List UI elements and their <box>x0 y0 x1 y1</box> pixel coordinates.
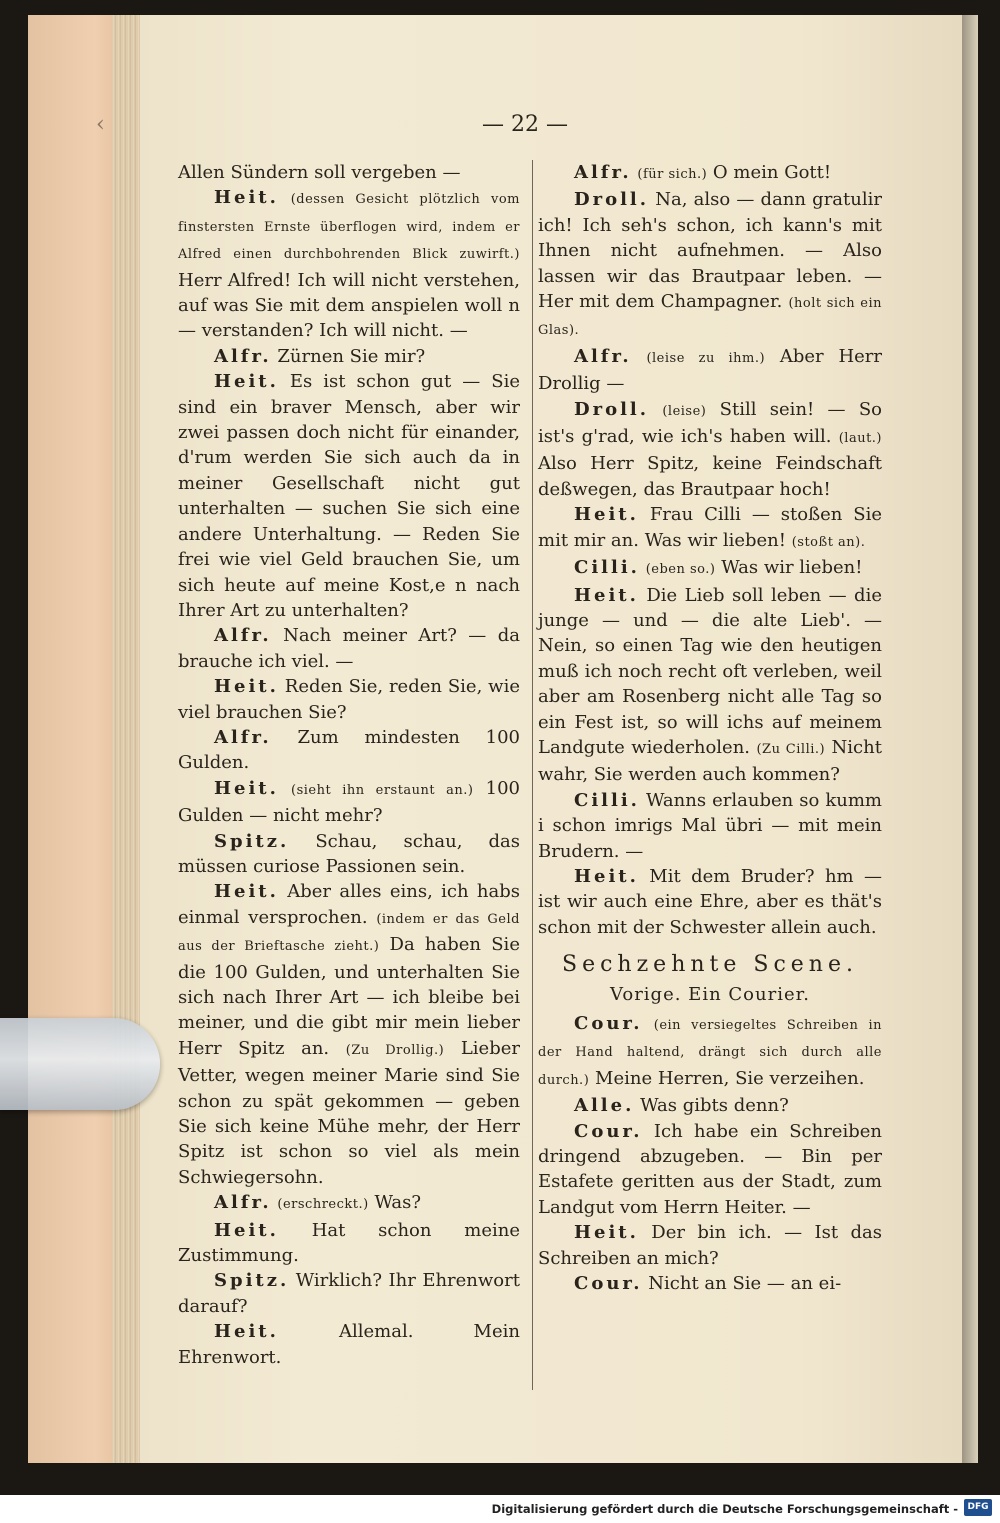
dialogue-text: Zürnen Sie mir? <box>277 345 426 367</box>
stage-direction: (leise zu ihm.) <box>646 350 766 366</box>
dialogue-text: Die Lieb soll leben — die junge — und — die alte Lieb'. — Nein, so einen Tag wie den heutigen muß ich noch recht oft verleben, weil aber am Rosenberg nicht alle Tag so ein Fest ist, so will ichs auf meinem Landgute wiederholen. <box>538 584 882 758</box>
dialogue-text: Aber Herr Drollig — <box>538 345 882 395</box>
dialogue-text: Aber alles eins, ich habs einmal versprochen. <box>178 881 520 928</box>
dialogue-text: Na, also — dann gratulir ich! Ich seh's schon, ich kann's mit Ihnen nicht aufnehmen. — Also lassen wir das Brautpaar leben. — Her mit dem Champagner. <box>538 189 882 313</box>
speaker-name: Cour. <box>574 1120 643 1142</box>
speaker-name: Heit. <box>574 584 639 606</box>
dialogue-paragraph <box>538 1119 882 1221</box>
dialogue-paragraph <box>178 369 520 623</box>
pencil-mark: ‹ <box>96 112 105 137</box>
speaker-name: Droll. <box>574 398 650 420</box>
speaker-name: Droll. <box>574 189 650 211</box>
stage-direction: (laut.) <box>838 431 882 447</box>
speaker-name: Heit. <box>214 1321 279 1343</box>
stage-direction: (dessen Gesicht plötzlich vom finstersten Ernste überflogen wird, indem er Alfred einen durchbohrenden Blick zuwirft.) <box>178 192 520 263</box>
stage-direction: (leise) <box>662 403 707 419</box>
dialogue-text: Lieber Vetter, wegen meiner Marie sind Sie schon zu spät gekommen — geben Sie sich keine Mühe mehr, der Herr Spitz ist schon so viel als mein Schwiegersohn. <box>178 1037 520 1188</box>
scene-heading: Sechzehnte Scene. <box>562 952 858 978</box>
dialogue-text: Nach meiner Art? — da brauche ich viel. — <box>178 625 520 672</box>
speaker-name: Spitz. <box>214 1270 290 1292</box>
speaker-name: Cilli. <box>574 557 640 579</box>
dialogue-paragraph <box>538 1093 882 1118</box>
speaker-name: Heit. <box>214 676 279 698</box>
dialogue-paragraph <box>538 187 882 343</box>
funding-credit: Digitalisierung gefördert durch die Deutsche Forschungsgemeinschaft - <box>491 1502 958 1516</box>
dialogue-paragraph <box>178 1218 520 1269</box>
stage-direction: (eben so.) <box>645 562 716 578</box>
stage-direction: (Zu Cilli.) <box>756 741 826 757</box>
speaker-name: Heit. <box>214 881 279 903</box>
dialogue-text: Herr Alfred! Ich will nicht verstehen, auf was Sie mit dem anspielen woll n — verstanden? Ich will nicht. — <box>178 269 520 342</box>
dialogue-paragraph <box>538 397 882 503</box>
speaker-name: Cour. <box>574 1273 643 1295</box>
speaker-name: Alfr. <box>574 162 632 183</box>
dialogue-paragraph <box>178 829 520 880</box>
dialogue-text: Mit dem Bruder? hm — ist wir auch eine Ehre, aber es thät's schon mit der Schwester allein auch. <box>538 865 882 938</box>
dfg-logo: DFG <box>964 1499 992 1516</box>
stage-direction: (ein versiegeltes Schreiben in der Hand haltend, drängt sich durch alle durch.) <box>538 1018 882 1088</box>
dialogue-paragraph <box>178 160 520 185</box>
dialogue-text: Ich habe ein Schreiben dringend abzugeben. — Bin per Estafete geritten aus der Stadt, zum Landgut vom Herrn Heiter. — <box>538 1120 882 1218</box>
dialogue-paragraph <box>538 583 882 788</box>
speaker-name: Heit. <box>574 1222 639 1244</box>
column-divider <box>532 160 533 1390</box>
page-number: — 22 — <box>482 112 568 137</box>
dialogue-text: Frau Cilli — stoßen Sie mit mir an. Was wir lieben! <box>538 504 882 551</box>
dialogue-text: Hat schon meine Zustimmung. <box>178 1219 520 1267</box>
stage-direction: (erschreckt.) <box>277 1197 369 1213</box>
stage-direction: (indem er das Geld aus der Brieftasche zieht.) <box>178 911 520 955</box>
stage-direction: (stoßt an). <box>791 534 866 550</box>
speaker-name: Alfr. <box>574 345 632 367</box>
dialogue-text: Meine Herren, Sie verzeihen. <box>595 1067 865 1089</box>
dialogue-paragraph <box>538 1220 882 1271</box>
left-column <box>178 160 520 1370</box>
dialogue-paragraph <box>178 185 520 343</box>
speaker-name: Alle. <box>574 1095 635 1117</box>
dialogue-text: Schau, schau, das müssen curiose Passionen sein. <box>178 830 520 877</box>
scanner-finger <box>0 1018 160 1110</box>
dialogue-text: Da haben Sie die 100 Gulden, und unterhalten Sie sich nach Ihrer Art — ich bleibe bei meiner, und die gibt mir mein lieber Herr Spitz an. <box>178 934 520 1059</box>
scene-cast: Vorige. Ein Courier. <box>610 983 810 1005</box>
dialogue-paragraph <box>178 674 520 725</box>
dialogue-text: Der bin ich. — Ist das Schreiben an mich? <box>538 1222 882 1269</box>
speaker-name: Heit. <box>574 504 639 526</box>
dialogue-paragraph <box>178 725 520 776</box>
dialogue-paragraph <box>178 879 520 1190</box>
stage-direction: (Zu Drollig.) <box>345 1042 445 1058</box>
dialogue-text: Still sein! — So ist's g'rad, wie ich's haben will. <box>538 398 882 448</box>
dialogue-text: Was gibts denn? <box>640 1095 789 1117</box>
speaker-name: Alfr. <box>214 625 272 647</box>
speaker-name: Heit. <box>214 371 279 393</box>
dialogue-paragraph <box>538 555 882 582</box>
right-column <box>538 160 882 1296</box>
dialogue-text: Allemal. Mein Ehrenwort. <box>178 1321 520 1368</box>
speaker-name: Alfr. <box>214 345 272 367</box>
dialogue-paragraph <box>538 344 882 397</box>
speaker-name: Heit. <box>574 865 639 887</box>
speaker-name: Alfr. <box>214 1192 272 1214</box>
dialogue-paragraph <box>538 160 882 187</box>
dialogue-text: Reden Sie, reden Sie, wie viel brauchen Sie? <box>178 676 520 723</box>
speaker-name: Heit. <box>214 777 279 799</box>
stage-direction: (sieht ihn erstaunt an.) <box>291 782 474 798</box>
dialogue-paragraph <box>178 1190 520 1217</box>
dialogue-paragraph <box>178 1268 520 1319</box>
dialogue-paragraph <box>538 1271 882 1296</box>
dialogue-paragraph <box>178 1319 520 1370</box>
speaker-name: Alfr. <box>214 726 272 748</box>
dialogue-paragraph <box>538 502 882 555</box>
dialogue-text: Also Herr Spitz, keine Feindschaft deßwegen, das Brautpaar hoch! <box>538 453 882 500</box>
dialogue-text: Allen Sündern soll vergeben — <box>178 162 461 183</box>
dialogue-paragraph <box>538 1011 882 1093</box>
dialogue-text: Wanns erlauben so kumm i schon imrigs Mal übri — mit mein Brudern. — <box>538 789 882 862</box>
dialogue-paragraph <box>178 776 520 829</box>
stage-direction: (für sich.) <box>637 167 708 182</box>
dialogue-paragraph <box>178 623 520 674</box>
dialogue-paragraph <box>178 344 520 369</box>
dialogue-text: Nicht wahr, Sie werden auch kommen? <box>538 736 882 786</box>
speaker-name: Heit. <box>214 1219 279 1241</box>
dialogue-text: Was? <box>374 1192 421 1214</box>
speaker-name: Heit. <box>214 187 279 209</box>
speaker-name: Spitz. <box>214 830 290 852</box>
dialogue-paragraph <box>538 788 882 864</box>
speaker-name: Cour. <box>574 1013 643 1034</box>
book-gutter-right <box>962 15 978 1463</box>
dialogue-text: Zum mindesten 100 Gulden. <box>178 726 520 774</box>
dialogue-text: Was wir lieben! <box>721 557 863 579</box>
dialogue-text: Es ist schon gut — Sie sind ein braver Mensch, aber wir zwei passen doch nicht für einander, d'rum werden Sie sich auch da in meiner Gesellschaft nicht gut unterhalten — suchen Sie sich eine andere Unterhaltung. — Reden Sie frei wie viel Geld brauchen Sie, um sich heute auf meine Kost,e n nach Ihrer Art zu unterhalten? <box>178 371 520 621</box>
speaker-name: Cilli. <box>574 789 640 811</box>
dialogue-text: O mein Gott! <box>712 162 832 183</box>
footer-bar <box>0 1495 1000 1523</box>
dialogue-text: Nicht an Sie — an ei- <box>648 1273 842 1295</box>
dialogue-text: 100 Gulden — nicht mehr? <box>178 777 520 827</box>
dialogue-text: Wirklich? Ihr Ehrenwort darauf? <box>178 1270 520 1317</box>
stage-direction: (holt sich ein Glas). <box>538 296 882 339</box>
dialogue-paragraph <box>538 864 882 940</box>
